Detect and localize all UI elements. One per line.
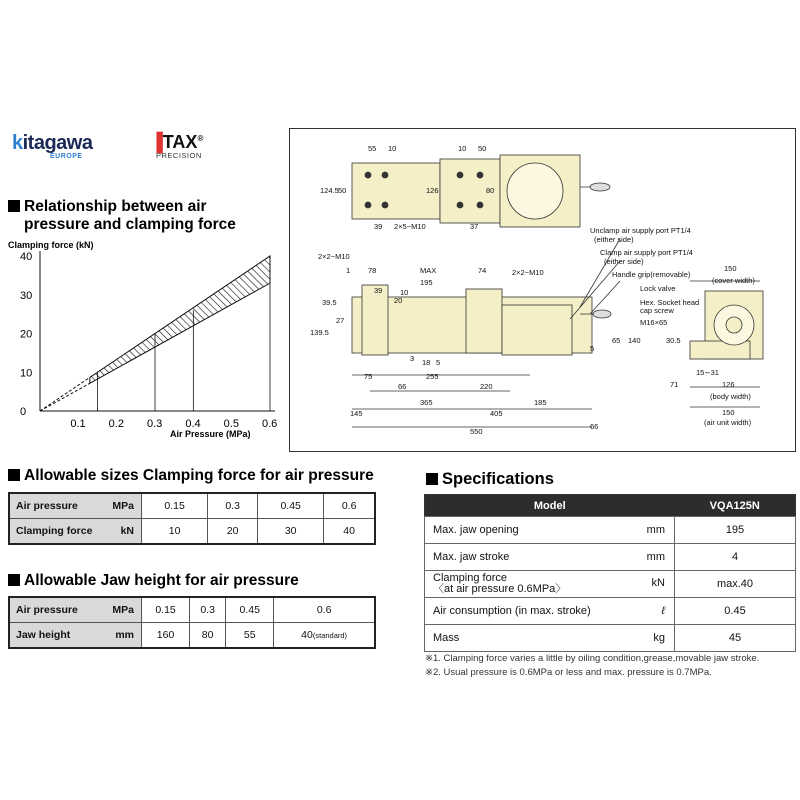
dim-label: 66 bbox=[398, 382, 407, 391]
callout-label: Unclamp air supply port PT1/4 bbox=[590, 226, 691, 235]
table-row bbox=[9, 519, 375, 545]
dim-label: 74 bbox=[478, 266, 487, 275]
dim-label: 80 bbox=[486, 186, 495, 195]
table-cell: 0.6 bbox=[324, 493, 375, 519]
dim-label: 2×2−M10 bbox=[512, 268, 544, 277]
table-cell: 0.15 bbox=[142, 493, 208, 519]
table-cell: 0.45 bbox=[258, 493, 324, 519]
side-view-fixed-jaw bbox=[362, 285, 388, 355]
table-row: kN Clamping force 〈at air pressure 0.6MPa〉 max.40 bbox=[425, 571, 796, 598]
dim-label: 365 bbox=[420, 398, 433, 407]
drawing-svg bbox=[290, 129, 795, 451]
callout-label: Handle grip(removable) bbox=[612, 270, 691, 279]
row-label: Jaw height mm bbox=[9, 623, 142, 649]
callout-label: Clamp air supply port PT1/4 bbox=[600, 248, 693, 257]
table-cell: 20 bbox=[208, 519, 258, 545]
chart-section-title: Relationship between air pressure and clamping force bbox=[8, 198, 236, 234]
dim-label: 50 bbox=[478, 144, 487, 153]
table-cell: 0.3 bbox=[190, 597, 226, 623]
y-tick-label: 30 bbox=[20, 289, 33, 302]
dim-label: 39 bbox=[374, 286, 383, 295]
x-tick-label: 0.6 bbox=[262, 418, 278, 430]
kitagawa-logo-sub: EUROPE bbox=[50, 153, 83, 160]
square-bullet-icon bbox=[8, 469, 20, 481]
dim-label: 15∼31 bbox=[696, 368, 719, 377]
dim-label: 5 bbox=[590, 344, 595, 353]
square-bullet-icon bbox=[8, 200, 20, 212]
y-tick-label: 40 bbox=[20, 251, 33, 263]
y-tick-label: 10 bbox=[20, 367, 33, 380]
clamping-force-band bbox=[90, 256, 270, 383]
table-cell: 40 bbox=[324, 519, 375, 545]
table-cell: 0.15 bbox=[142, 597, 190, 623]
tax-logo: ▐TAX® bbox=[150, 132, 204, 152]
dim-label: 2×2−M10 bbox=[318, 252, 350, 261]
dim-label: 124.5 bbox=[320, 186, 339, 195]
chart-xlabel: Air Pressure (MPa) bbox=[170, 429, 251, 439]
table-row bbox=[9, 493, 375, 519]
upper-bound-dashed bbox=[40, 377, 90, 411]
row-label: Air pressure MPa bbox=[9, 597, 142, 623]
dim-label: 66 bbox=[590, 422, 599, 431]
callout-label: (either side) bbox=[604, 257, 644, 266]
dim-label: 27 bbox=[336, 316, 345, 325]
chart-ylabel: Clamping force (kN) bbox=[8, 240, 94, 250]
jaw-height-table bbox=[8, 596, 376, 649]
spec-note-2: ※2. Usual pressure is 0.6MPa or less and max. pressure is 0.7MPa. bbox=[425, 667, 712, 678]
y-tick-label: 20 bbox=[20, 328, 33, 341]
tax-logo-sub: PRECISION bbox=[156, 151, 202, 160]
dim-label: 18 bbox=[422, 358, 431, 367]
dim-label: 65 bbox=[612, 336, 621, 345]
dim-label: (body width) bbox=[710, 392, 751, 401]
dim-label: 150 bbox=[724, 264, 737, 273]
dim-label: (cover width) bbox=[712, 276, 755, 285]
table-row bbox=[9, 623, 375, 649]
row-label: Clamping force kN bbox=[9, 519, 142, 545]
header-value: VQA125N bbox=[675, 495, 796, 517]
spec-title: Specifications bbox=[426, 470, 554, 488]
callout-label: M16×65 bbox=[640, 318, 668, 327]
table-cell: 160 bbox=[142, 623, 190, 649]
table-row: Air consumption (in max. stroke) ℓ 0.45 bbox=[425, 598, 796, 625]
side-view-moving-jaw bbox=[466, 289, 502, 353]
dim-label: 10 bbox=[400, 288, 409, 297]
x-tick-label: 0.4 bbox=[185, 418, 201, 430]
callout-label: (either side) bbox=[594, 235, 634, 244]
dim-label: 195 bbox=[420, 278, 433, 287]
dim-label: 75 bbox=[364, 372, 373, 381]
dim-label: 550 bbox=[470, 427, 483, 436]
table-cell: 10 bbox=[142, 519, 208, 545]
dim-label: 37 bbox=[470, 222, 479, 231]
square-bullet-icon bbox=[426, 473, 438, 485]
spec-note-1: ※1. Clamping force varies a little by oiling condition,grease,movable jaw stroke. bbox=[425, 653, 760, 664]
dim-label: 405 bbox=[490, 409, 503, 418]
clamp-force-chart bbox=[0, 236, 285, 446]
dim-label: 150 bbox=[722, 408, 735, 417]
callout-label: Lock valve bbox=[640, 284, 676, 293]
dim-label: 126 bbox=[722, 380, 735, 389]
dim-label: 255 bbox=[426, 372, 439, 381]
dim-label: 50 bbox=[338, 186, 347, 195]
dim-label: 126 bbox=[426, 186, 439, 195]
lower-bound-dashed bbox=[40, 383, 90, 411]
dim-label: 71 bbox=[670, 380, 679, 389]
dim-label: (air unit width) bbox=[704, 418, 752, 427]
dim-label: 2×5−M10 bbox=[394, 222, 426, 231]
table-cell: 40(standard) bbox=[274, 623, 375, 649]
table-cell: 0.6 bbox=[274, 597, 375, 623]
dim-label: 55 bbox=[368, 144, 377, 153]
dim-label: 39 bbox=[374, 222, 383, 231]
clamp-force-table bbox=[8, 492, 376, 545]
dim-label: 5 bbox=[436, 358, 441, 367]
dim-label: 185 bbox=[534, 398, 547, 407]
top-view-air-cylinder bbox=[507, 163, 563, 219]
x-tick-label: 0.2 bbox=[108, 418, 124, 430]
row-label: Air pressure MPa bbox=[9, 493, 142, 519]
technical-drawing bbox=[289, 128, 796, 452]
table-row bbox=[9, 597, 375, 623]
dim-label: 140 bbox=[628, 336, 641, 345]
chart-y-ticks bbox=[20, 251, 32, 418]
dim-label: 20 bbox=[394, 296, 403, 305]
table-cell: 55 bbox=[226, 623, 274, 649]
header-model: Model bbox=[425, 495, 675, 517]
spec-table bbox=[424, 494, 796, 652]
table-row: Mass kg 45 bbox=[425, 625, 796, 652]
dim-label: 30.5 bbox=[666, 336, 681, 345]
x-tick-label: 0.3 bbox=[147, 418, 163, 430]
table-cell: 0.3 bbox=[208, 493, 258, 519]
x-tick-label: 0.5 bbox=[223, 418, 239, 430]
dim-label: 3 bbox=[410, 354, 415, 363]
table-header bbox=[425, 495, 796, 517]
table-cell: 80 bbox=[190, 623, 226, 649]
dim-label: 220 bbox=[480, 382, 493, 391]
table-cell: 30 bbox=[258, 519, 324, 545]
kitagawa-logo: kitagawa bbox=[12, 132, 93, 154]
dim-label: 139.5 bbox=[310, 328, 329, 337]
dim-label: 145 bbox=[350, 409, 363, 418]
table-cell: 0.45 bbox=[226, 597, 274, 623]
dim-label: 10 bbox=[458, 144, 467, 153]
dim-label: 1 bbox=[346, 266, 351, 275]
callout-label: Hex. Socket head bbox=[640, 298, 700, 307]
dim-label: 78 bbox=[368, 266, 377, 275]
y-tick-label: 0 bbox=[20, 406, 27, 418]
side-view-air-unit bbox=[502, 305, 572, 355]
x-tick-label: 0.1 bbox=[70, 418, 86, 430]
jaw-table-title: Allowable Jaw height for air pressure bbox=[8, 572, 299, 590]
dim-label: 39.5 bbox=[322, 298, 337, 307]
callout-label: cap screw bbox=[640, 306, 674, 315]
table-row: Max. jaw stroke mm 4 bbox=[425, 544, 796, 571]
dim-label: 10 bbox=[388, 144, 397, 153]
table-row: Max. jaw opening mm 195 bbox=[425, 517, 796, 544]
square-bullet-icon bbox=[8, 574, 20, 586]
dim-label: MAX bbox=[420, 266, 437, 275]
clamp-table-title: Allowable sizes Clamping force for air pressure bbox=[8, 467, 374, 485]
